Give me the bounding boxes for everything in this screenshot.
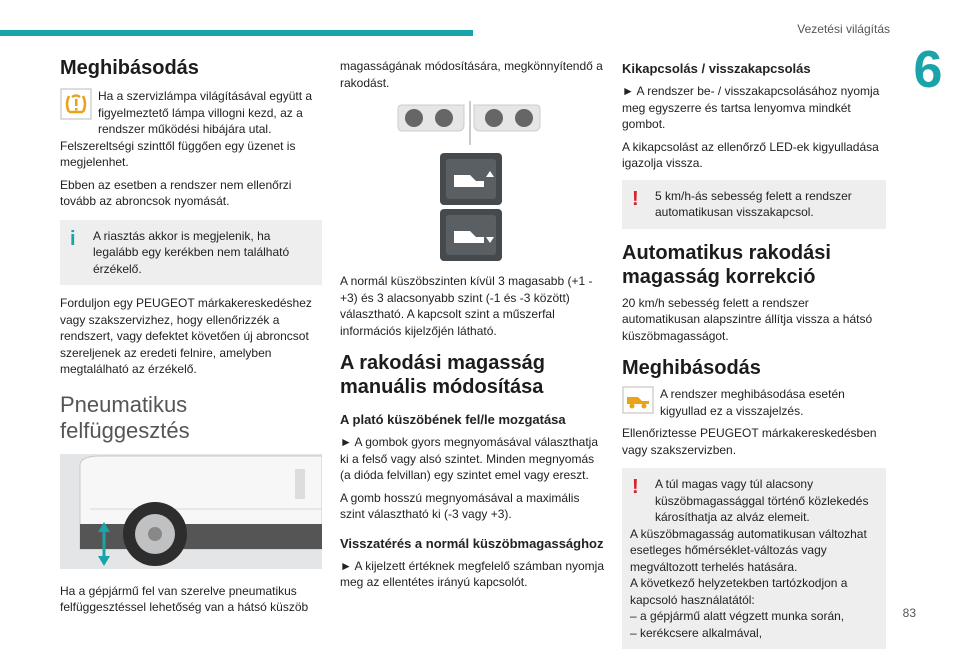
- header-accent-bar: [0, 30, 473, 36]
- heading-platform-move: A plató küszöbének fel/le mozgatása: [340, 412, 566, 427]
- levels-paragraph: A normál küszöbszinten kívül 3 magasabb (+1 - +3) és 3 alacsonyabb szint (-1 és -3 között) választható. A kapcsolt szint a műszerfal információs kijelzőjén látható.: [340, 274, 593, 338]
- fault-paragraph-1: Ha a szervizlámpa világításával együtt a figyelmeztető lámpa villogni kezd, az a rendszer működési hibájára utal. Felszereltségi szinttől függően egy üzenet is megjelenhet.: [60, 89, 313, 169]
- steering-wheel-illustration: [340, 101, 604, 147]
- platform-paragraph-1: ► A gombok gyors megnyomásával választhatja ki a felső vagy alsó szintet. Minden megnyomás (a dióda felvillan) egy szintet emel vagy ereszt.: [340, 435, 599, 482]
- column-2: [340, 58, 604, 597]
- warning-icon: !: [632, 187, 639, 210]
- fault-paragraph-2: Ebben az esetben a rendszer nem ellenőrzi tovább az abroncsok nyomását.: [60, 177, 292, 208]
- info-text: A riasztás akkor is megjelenik, ha legalább egy kerékben nem található érzékelő.: [93, 228, 290, 276]
- warning-text-2c: A következő helyzetekben tartózkodjon a kapcsoló használatától:: [630, 576, 848, 607]
- tyre-pressure-warning-icon: [60, 88, 92, 120]
- column-1: [60, 56, 322, 622]
- heading-manual-adjust: A rakodási magasság manuális módosítása: [340, 352, 545, 398]
- auto-paragraph: 20 km/h sebesség felett a rendszer automatikusan alapszintre állítja vissza a hátsó küszöbmagasságot.: [622, 295, 873, 343]
- heading-return-normal: Visszatérés a normál küszöbmagassághoz: [340, 535, 604, 551]
- return-paragraph: ► A kijelzett értéknek megfelelő számban nyomja meg az ellentétes irányú kapcsolót.: [340, 558, 605, 589]
- pneumatic-paragraph: Ha a gépjármű fel van szerelve pneumatikus felfüggesztéssel lehetőség van a hátsó küszöb: [60, 583, 309, 614]
- heading-fault: Meghibásodás: [60, 57, 199, 79]
- page-number: 83: [902, 606, 916, 620]
- warning-box-2: [622, 468, 886, 649]
- warning-text-1: 5 km/h-ás sebesség felett a rendszer automatikusan visszakapcsol.: [655, 188, 852, 219]
- heading-switch-off-on: Kikapcsolás / visszakapcsolás: [622, 61, 811, 76]
- fault-2-paragraph-2: Ellenőriztesse PEUGEOT márkakereskedésben vagy szakszervizben.: [622, 426, 877, 457]
- van-rear-wheel-image: [60, 454, 322, 569]
- switch-paragraph-1: ► A rendszer be- / visszakapcsolásához nyomja meg egyszerre és tartsa lenyomva mindkét gombot.: [622, 84, 880, 131]
- intro-paragraph: magasságának módosítására, megkönnyítendő a rakodást.: [340, 59, 603, 90]
- warning-icon: !: [632, 476, 639, 498]
- heading-pneumatic-suspension: Pneumatikus felfüggesztés: [60, 391, 190, 443]
- warning-text-2a: A túl magas vagy túl alacsony küszöbmagassággal történő közlekedés károsíthatja az alváz elemeit.: [655, 477, 869, 524]
- warning-text-2b: A küszöbmagasság automatikusan változhat esetleges hőmérséklet-változás vagy megváltozott terhelés hatására.: [630, 526, 867, 574]
- info-box: [60, 220, 322, 286]
- warning-box-1: [622, 180, 886, 229]
- platform-paragraph-2: A gomb hosszú megnyomásával a maximális szint választható ki (-3 vagy +3).: [340, 490, 580, 521]
- info-icon: i: [70, 227, 76, 250]
- chapter-number: 6: [913, 41, 943, 99]
- warning-text-2d: – a gépjármű alatt végzett munka során,: [630, 609, 845, 623]
- fault-2-paragraph-1: A rendszer meghibásodása esetén kigyullad ez a visszajelzés.: [660, 387, 845, 418]
- warning-text-2e: – kerékcsere alkalmával,: [630, 625, 763, 640]
- raise-button[interactable]: [440, 153, 502, 205]
- section-title: Vezetési világítás: [797, 22, 890, 36]
- switch-paragraph-2: A kikapcsolást az ellenőrző LED-ek kigyulladása igazolja vissza.: [622, 139, 879, 170]
- heading-fault-2: Meghibásodás: [622, 357, 761, 379]
- lower-button[interactable]: [440, 209, 502, 261]
- fault-paragraph-3: Forduljon egy PEUGEOT márkakereskedéshez vagy szakszervizhez, hogy ellenőrizzék a rendszert, vagy defektet követően új abroncsot szereljenek az eredeti felnire, amelyben megtalálható az érzékelő.: [60, 296, 312, 376]
- suspension-warning-icon: [622, 386, 654, 418]
- heading-auto-correction: Automatikus rakodási magasság korrekció: [622, 241, 831, 288]
- column-3: [622, 60, 886, 649]
